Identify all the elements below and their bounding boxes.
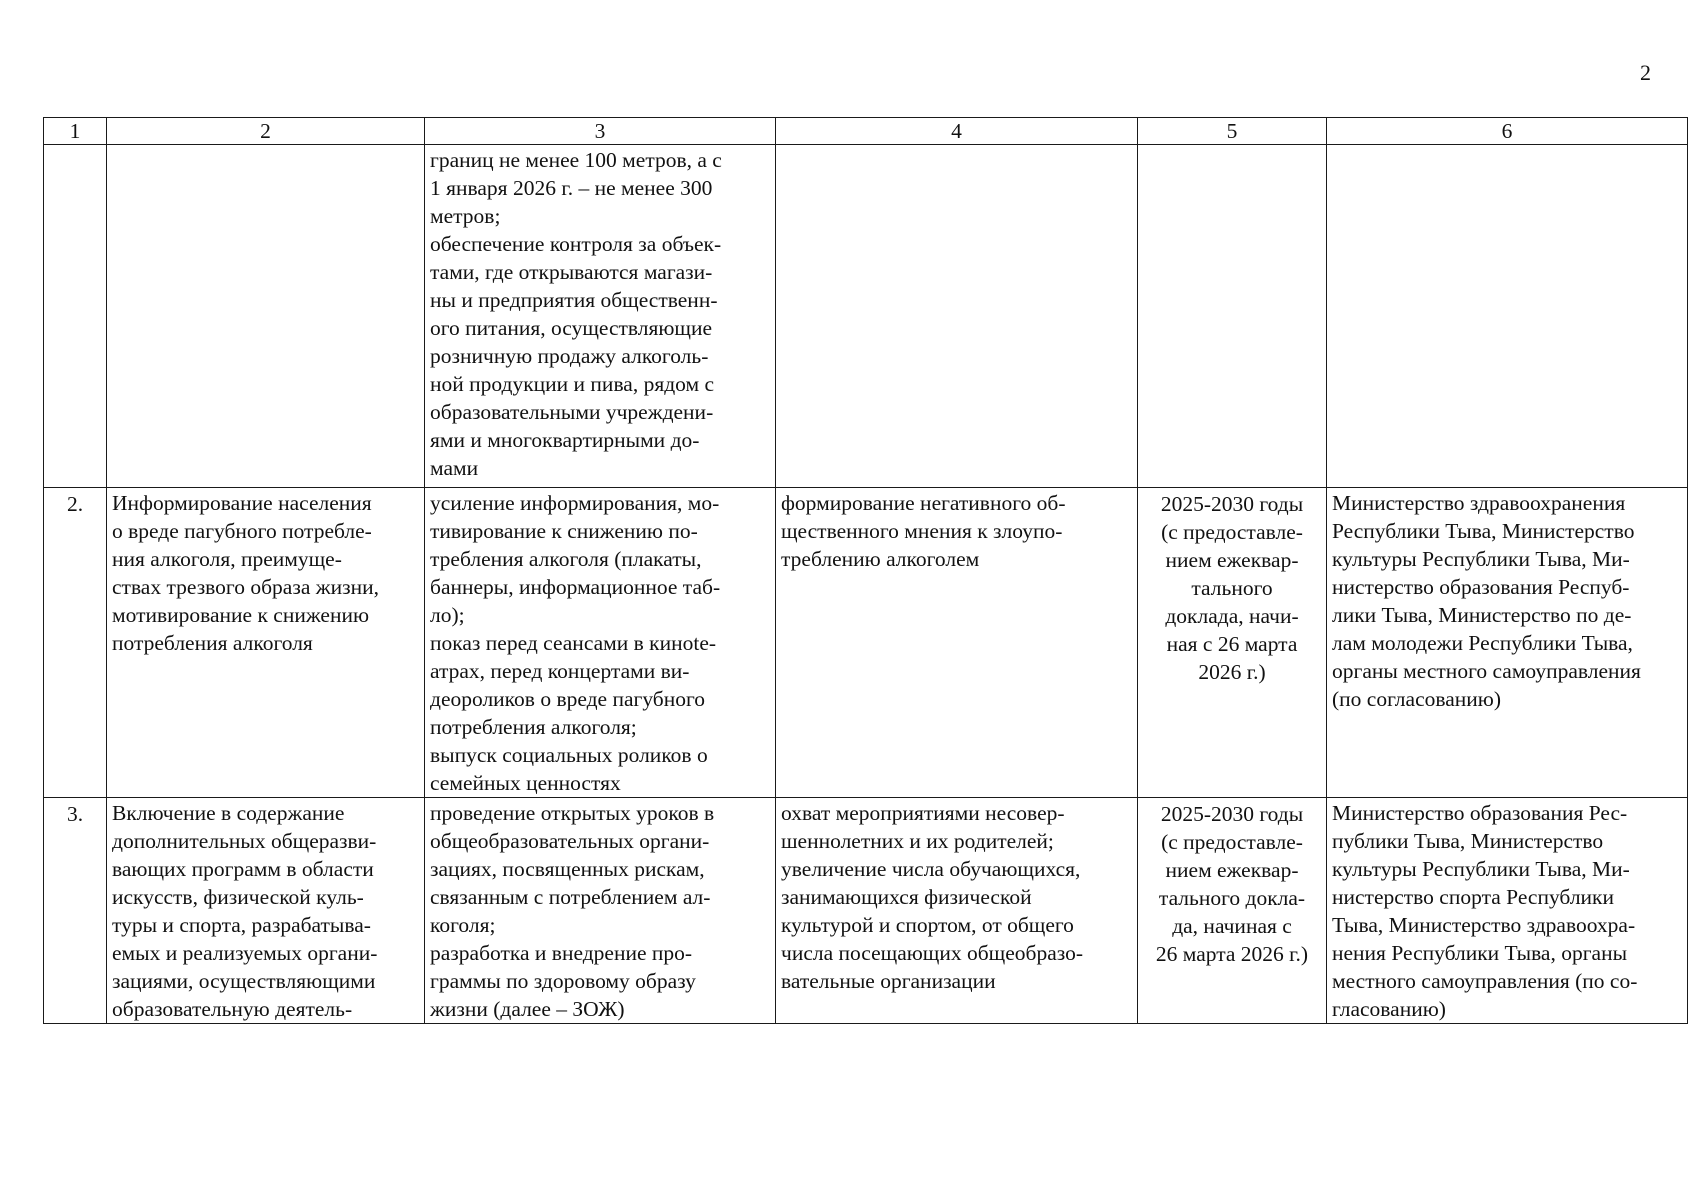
- measure-cell: Включение в содержание дополнительных общеразви- вающих программ в области искусств, физической куль- туры и спорта, разрабатыва- емых и реализуемых органи- зациями, осуществляющими образовательную деятель-: [107, 798, 425, 1024]
- executors-cell: [1327, 145, 1688, 488]
- result-cell: формирование негативного об- щественного мнения к злоупо- треблению алкоголем: [776, 488, 1138, 798]
- measures-table: [43, 117, 1688, 1024]
- column-header: 6: [1327, 118, 1688, 145]
- row-number-cell: 3.: [44, 798, 107, 1024]
- result-cell: [776, 145, 1138, 488]
- page-number: 2: [1640, 60, 1651, 85]
- column-header: 5: [1138, 118, 1327, 145]
- period-cell: [1138, 145, 1327, 488]
- table-row: [44, 798, 1688, 1024]
- row-number-cell: [44, 145, 107, 488]
- executors-cell: Министерство здравоохранения Республики Тыва, Министерство культуры Республики Тыва, Ми- нистерство образования Респуб- лики Тыва, Министерство по де- лам молодежи Республики Тыва, органы местного самоуправления (по согласованию): [1327, 488, 1688, 798]
- row-number-cell: 2.: [44, 488, 107, 798]
- table-row: [44, 145, 1688, 488]
- column-header: 4: [776, 118, 1138, 145]
- table-row: [44, 488, 1688, 798]
- period-cell: 2025-2030 годы (с предоставле- нием ежеквар- тального докла- да, начиная с 26 марта 2026 г.): [1138, 798, 1327, 1024]
- column-header: 3: [425, 118, 776, 145]
- result-cell: охват мероприятиями несовер- шеннолетних и их родителей; увеличение числа обучающихся, занимающихся физической культурой и спортом, от общего числа посещающих общеобразо- вательные организации: [776, 798, 1138, 1024]
- table-header-row: [44, 118, 1688, 145]
- executors-cell: Министерство образования Рес- публики Тыва, Министерство культуры Республики Тыва, Ми- нистерство спорта Республики Тыва, Министерство здравоохра- нения Республики Тыва, органы местного самоуправления (по со- гласованию): [1327, 798, 1688, 1024]
- period-cell: 2025-2030 годы (с предоставле- нием ежеквар- тального доклада, начи- ная с 26 марта 2026 г.): [1138, 488, 1327, 798]
- actions-cell: границ не менее 100 метров, а с 1 января 2026 г. – не менее 300 метров; обеспечение контроля за объек- тами, где открываются магази- ны и предприятия общественн- ого питания, осуществляющие розничную продажу алкоголь- ной продукции и пива, рядом с образовательными учреждени- ями и многоквартирными до- мами: [425, 145, 776, 488]
- actions-cell: проведение открытых уроков в общеобразовательных органи- зациях, посвященных рискам, связанным с потреблением ал- коголя; разработка и внедрение про- граммы по здоровому образу жизни (далее – ЗОЖ): [425, 798, 776, 1024]
- actions-cell: усиление информирования, мо- тивирование к снижению по- требления алкоголя (плакаты, баннеры, информационное таб- ло); показ перед сеансами в кинote- атрах, перед концертами ви- деороликов о вреде пагубного потребления алкоголя; выпуск социальных роликов о семейных ценностях: [425, 488, 776, 798]
- column-header: 2: [107, 118, 425, 145]
- measure-cell: Информирование населения о вреде пагубного потребле- ния алкоголя, преимуще- ствах трезвого образа жизни, мотивирование к снижению потребления алкоголя: [107, 488, 425, 798]
- measure-cell: [107, 145, 425, 488]
- column-header: 1: [44, 118, 107, 145]
